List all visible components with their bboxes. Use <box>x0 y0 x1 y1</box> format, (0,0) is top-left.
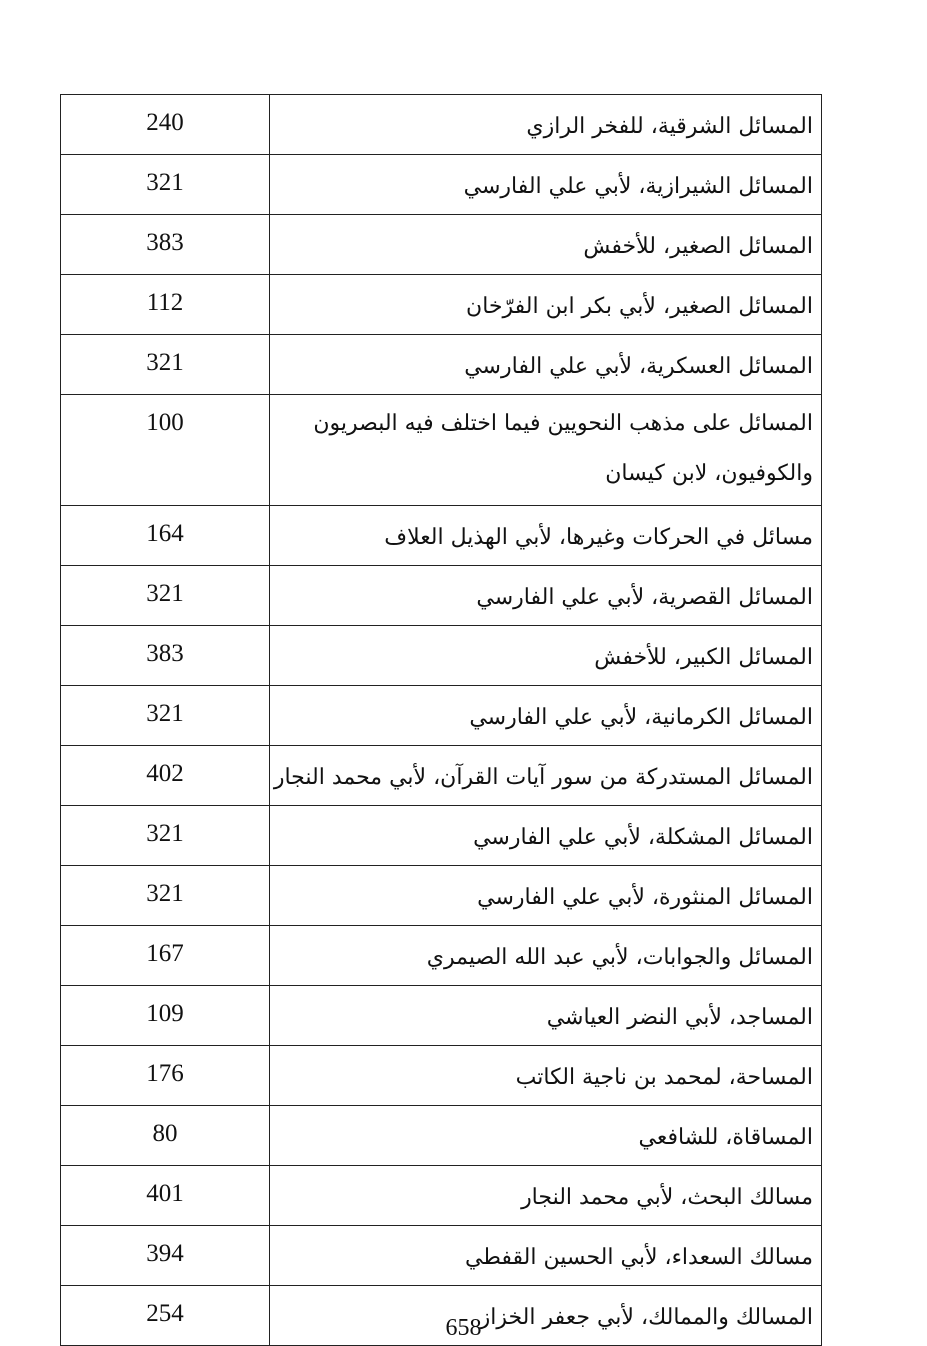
title-text: المساحة، لمحمد بن ناجية الكاتب <box>515 1065 813 1090</box>
title-cell <box>270 866 822 926</box>
page-cell: 164 <box>61 506 270 566</box>
table-row <box>61 626 822 686</box>
title-cell <box>270 626 822 686</box>
index-table <box>60 94 822 1346</box>
title-text: المسائل الكرمانية، لأبي علي الفارسي <box>469 705 813 730</box>
page-cell: 321 <box>61 566 270 626</box>
table-row <box>61 986 822 1046</box>
title-text: المسائل الصغير، للأخفش <box>583 234 813 259</box>
title-text: المسائل والجوابات، لأبي عبد الله الصيمري <box>426 945 813 970</box>
table-row <box>61 335 822 395</box>
title-text: المسائل العسكرية، لأبي علي الفارسي <box>464 354 813 379</box>
title-cell <box>270 506 822 566</box>
table-row <box>61 1166 822 1226</box>
title-cell <box>270 335 822 395</box>
page-cell: 321 <box>61 806 270 866</box>
page-cell: 401 <box>61 1166 270 1226</box>
page-cell: 321 <box>61 686 270 746</box>
table-row <box>61 155 822 215</box>
page-cell: 321 <box>61 866 270 926</box>
title-text: المسائل المستدركة من سور آيات القرآن، لأبي محمد النجار <box>273 765 813 790</box>
title-cell <box>270 275 822 335</box>
table-row <box>61 395 822 506</box>
title-cell <box>270 215 822 275</box>
table-row <box>61 275 822 335</box>
table-row <box>61 1226 822 1286</box>
page-cell: 254 <box>61 1286 270 1346</box>
title-cell <box>270 566 822 626</box>
table-row <box>61 215 822 275</box>
title-text: المسائل المنثورة، لأبي علي الفارسي <box>477 885 813 910</box>
page-cell: 100 <box>61 395 270 506</box>
title-cell <box>270 1046 822 1106</box>
title-cell <box>270 155 822 215</box>
title-cell <box>270 395 822 506</box>
title-cell <box>270 746 822 806</box>
title-text: المساجد، لأبي النضر العياشي <box>546 1005 813 1030</box>
page-cell: 383 <box>61 215 270 275</box>
title-text: المسالك والممالك، لأبي جعفر الخزاز <box>479 1305 813 1330</box>
table-row <box>61 746 822 806</box>
page-cell: 167 <box>61 926 270 986</box>
page-cell: 383 <box>61 626 270 686</box>
title-cell <box>270 95 822 155</box>
table-row <box>61 926 822 986</box>
title-text: المسائل على مذهب النحويين فيما اختلف فيه البصريون والكوفيون، لابن كيسان <box>313 411 813 486</box>
title-cell <box>270 806 822 866</box>
page-cell: 394 <box>61 1226 270 1286</box>
title-cell <box>270 1166 822 1226</box>
title-cell <box>270 1226 822 1286</box>
table-row <box>61 95 822 155</box>
table-row <box>61 686 822 746</box>
page-cell: 112 <box>61 275 270 335</box>
title-cell <box>270 1106 822 1166</box>
title-text: المسائل الصغير، لأبي بكر ابن الفرّخان <box>466 294 813 319</box>
title-text: مسائل في الحركات وغيرها، لأبي الهذيل العلاف <box>384 525 813 550</box>
table-row <box>61 866 822 926</box>
table-row <box>61 566 822 626</box>
title-cell <box>270 926 822 986</box>
page-number: 658 <box>445 1315 482 1341</box>
title-text: المسائل الكبير، للأخفش <box>594 645 813 670</box>
page-cell: 109 <box>61 986 270 1046</box>
table-row <box>61 1046 822 1106</box>
title-text: المسائل الشرقية، للفخر الرازي <box>526 114 813 139</box>
title-text: المسائل المشكلة، لأبي علي الفارسي <box>473 825 813 850</box>
title-text: المسائل الشيرازية، لأبي علي الفارسي <box>463 174 813 199</box>
page-cell: 80 <box>61 1106 270 1166</box>
page-cell: 402 <box>61 746 270 806</box>
title-text: مسالك البحث، لأبي محمد النجار <box>521 1185 813 1210</box>
page-cell: 176 <box>61 1046 270 1106</box>
table-row <box>61 506 822 566</box>
title-text: المسائل القصرية، لأبي علي الفارسي <box>476 585 813 610</box>
table-row <box>61 806 822 866</box>
table-row <box>61 1106 822 1166</box>
title-cell <box>270 986 822 1046</box>
title-text: المساقاة، للشافعي <box>638 1125 813 1150</box>
title-text: مسالك السعداء، لأبي الحسين القفطي <box>465 1245 813 1270</box>
page-cell: 321 <box>61 155 270 215</box>
title-cell <box>270 686 822 746</box>
page-cell: 321 <box>61 335 270 395</box>
page-cell: 240 <box>61 95 270 155</box>
